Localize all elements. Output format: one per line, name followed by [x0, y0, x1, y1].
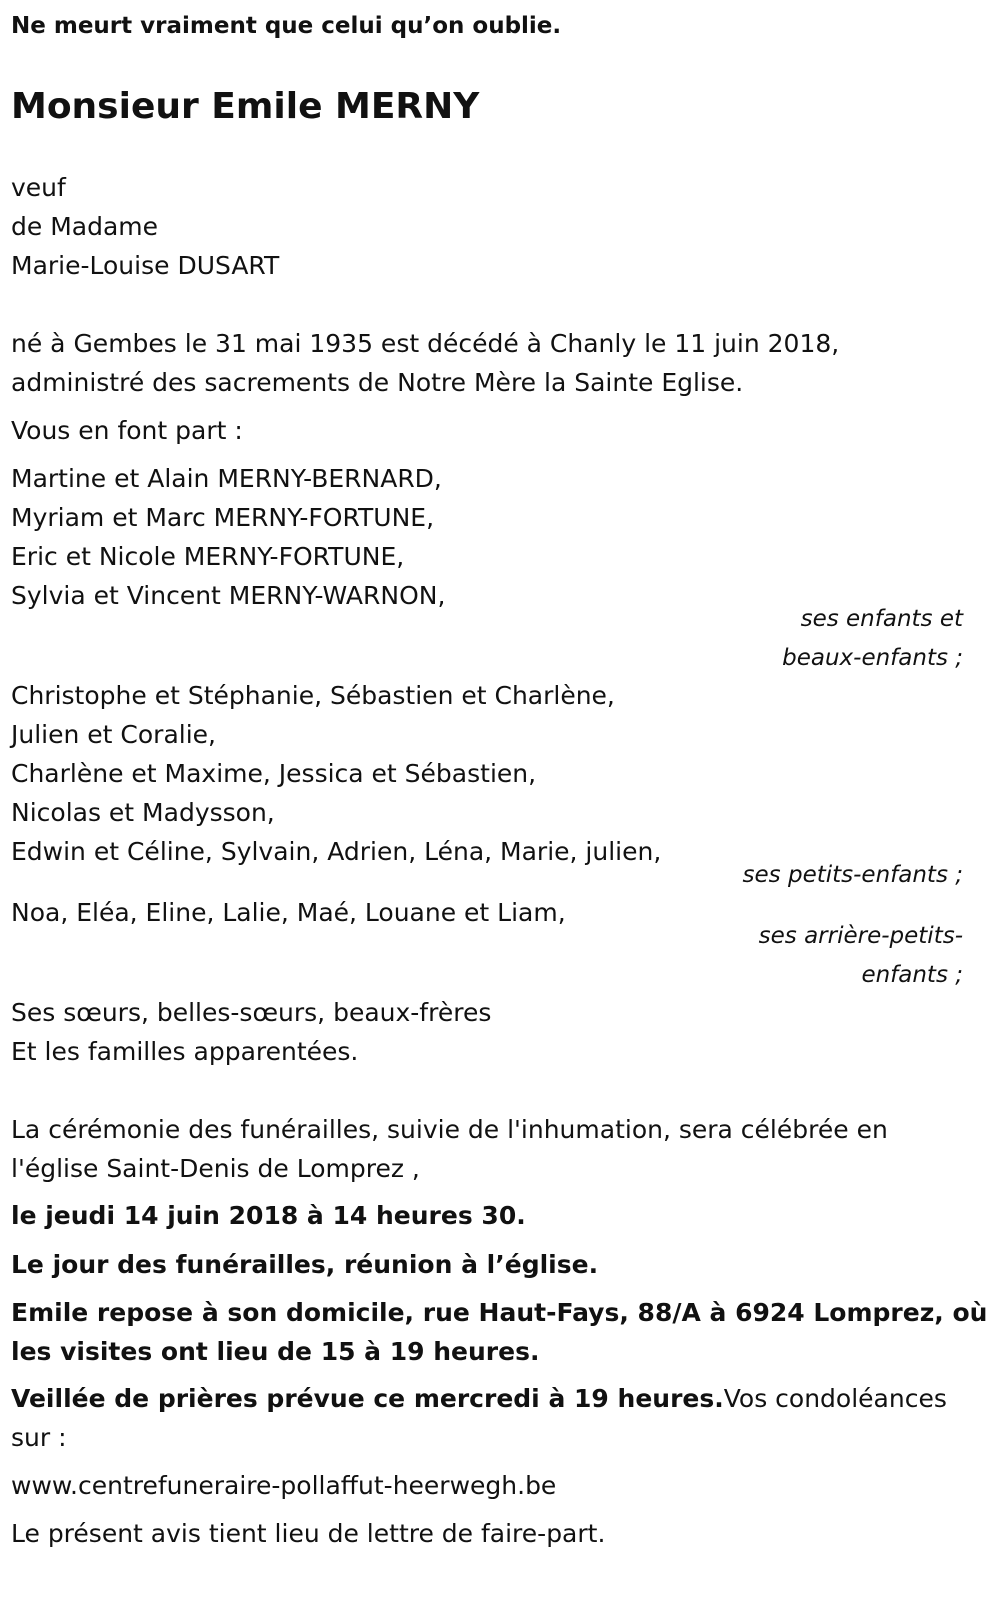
child-couple: Martine et Alain MERNY-BERNARD,: [11, 464, 442, 493]
ceremony-text: La cérémonie des funérailles, suivie de l'inhumation, sera célébrée en: [11, 1115, 888, 1144]
grandchildren-role: ses petits-enfants ;: [742, 862, 963, 888]
rest-location: Emile repose à son domicile, rue Haut-Fays, 88/A à 6924 Lomprez, où: [11, 1298, 988, 1327]
great-grandchildren-role: enfants ;: [861, 962, 963, 988]
child-couple: Myriam et Marc MERNY-FORTUNE,: [11, 503, 435, 532]
sacraments-line: administré des sacrements de Notre Mère la Sainte Eglise.: [11, 368, 744, 397]
condolences-text: Vos condoléances: [723, 1384, 947, 1413]
spouse-name: Marie-Louise DUSART: [11, 251, 280, 280]
visiting-hours: les visites ont lieu de 15 à 19 heures.: [11, 1337, 540, 1366]
grandchildren-line: Julien et Coralie,: [11, 720, 216, 749]
grandchildren-line: Christophe et Stéphanie, Sébastien et Charlène,: [11, 681, 615, 710]
deceased-name: Monsieur Emile MERNY: [11, 86, 480, 127]
grandchildren-line: Nicolas et Madysson,: [11, 798, 275, 827]
child-couple: Eric et Nicole MERNY-FORTUNE,: [11, 542, 405, 571]
condolences-cont: sur :: [11, 1423, 67, 1452]
family-line: Et les familles apparentées.: [11, 1037, 359, 1066]
grandchildren-line: Edwin et Céline, Sylvain, Adrien, Léna, Marie, julien,: [11, 837, 662, 866]
announcers-intro: Vous en font part :: [11, 416, 243, 445]
status-line: de Madame: [11, 212, 159, 241]
ceremony-text: l'église Saint-Denis de Lomprez ,: [11, 1154, 420, 1183]
children-role: ses enfants et: [800, 606, 963, 632]
great-grandchildren-line: Noa, Eléa, Eline, Lalie, Maé, Louane et Liam,: [11, 898, 566, 927]
children-role: beaux-enfants ;: [782, 645, 963, 671]
great-grandchildren-role: ses arrière-petits-: [758, 923, 963, 949]
family-line: Ses sœurs, belles-sœurs, beaux-frères: [11, 998, 492, 1027]
vigil-line: [11, 1379, 947, 1419]
closing-line: Le présent avis tient lieu de lettre de faire-part.: [11, 1519, 606, 1548]
website-link[interactable]: www.centrefuneraire-pollaffut-heerwegh.be: [11, 1471, 557, 1500]
birth-death-line: né à Gembes le 31 mai 1935 est décédé à Chanly le 11 juin 2018,: [11, 329, 840, 358]
motto: Ne meurt vraiment que celui qu’on oublie.: [11, 13, 562, 39]
vigil-text: Veillée de prières prévue ce mercredi à 19 heures.: [11, 1384, 724, 1413]
ceremony-date: le jeudi 14 juin 2018 à 14 heures 30.: [11, 1201, 526, 1230]
ceremony-meeting: Le jour des funérailles, réunion à l’église.: [11, 1250, 599, 1279]
status-line: veuf: [11, 173, 66, 202]
grandchildren-line: Charlène et Maxime, Jessica et Sébastien,: [11, 759, 537, 788]
child-couple: Sylvia et Vincent MERNY-WARNON,: [11, 581, 446, 610]
